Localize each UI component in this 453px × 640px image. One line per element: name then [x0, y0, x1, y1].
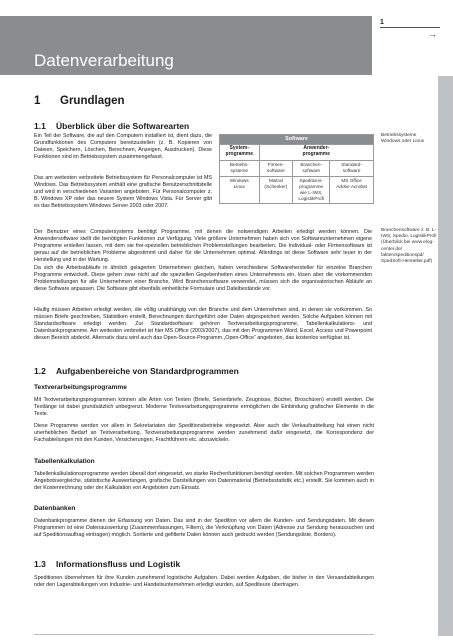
- section-number: 1.3: [34, 559, 46, 569]
- section-title: Grundlagen: [60, 95, 125, 107]
- footer-rule: [34, 634, 374, 635]
- table-cell: Mistral (Schenker): [259, 176, 293, 204]
- paragraph: Häufig müssen Arbeiten erledigt werden, die völlig unabhängig von der Branche und dem Unternehmen sind, in denen sie vorkommen. So müssen Briefe geschrieben, Statistiken erstellt, Berechnungen durchgeführt oder Daten abgespeichert werden. Solche Aufgaben können mit Standardsoftware erledigt werden. Zur Standardsoftware gehören Textverarbeitungsprogramme, Tabellenkalkulations- und Datenbankprogramme. Am weitesten verbreitet ist hier MS Office (2003/2007), das mit den Programmen Word, Excel, Access und Powerpoint diesen Bereich abdeckt. Alternativ dazu wird auch das Open-Source-Programm „Open-Office“ angeboten, das kostenlos verfügbar ist.: [34, 307, 372, 342]
- section-number: 1.2: [34, 366, 46, 376]
- subheading: Textverarbeitungsprogramme: [34, 384, 127, 391]
- chapter-rule: [380, 27, 440, 28]
- paragraph: Speditionen übernehmen für ihre Kunden zunehmend logistische Aufgaben. Dabei werden Aufgaben, die bisher in den Versandabteilungen oder den Lagerabteilungen von Industrie- und Handelsunternehmen erledigt wurden, auf Spediteure übertragen.: [34, 575, 374, 589]
- software-table: [219, 134, 374, 204]
- paragraph: Diese Programme werden vor allem in Sekretariaten der Speditionsbetriebe eingesetzt. Aber auch die Verkaufsabteilung hat einen nicht unerheblichen Bedarf an Textverarbeitung. Textverarbeitungsprogramme werden zunehmend dafür eingesetzt, die Korrespondenz der Fachabteilungen mit den Kunden, Versicherungen, Frachtführern etc. abzuwickeln.: [34, 423, 374, 444]
- section-heading-1-2: [34, 366, 239, 376]
- arrow-right-icon: →: [428, 29, 437, 39]
- chapter-banner: [0, 16, 372, 75]
- margin-note: Betriebssysteme Windows oder Linux: [381, 133, 425, 145]
- section-title: Überblick über die Softwarearten: [56, 121, 190, 131]
- paragraph: Datenbankprogramme dienen der Erfassung von Daten. Das sind in der Spedition vor allem die Kunden- und Sendungsdaten. Mit diesen Programmen ist eine Datenauswertung (Zusammenfassungen, Filtern), die Verknüpfung von Daten (Adresse zur Sendung heraussuchen und auf Speditionsauftrag eintragen) möglich. Sortierte und gefilterte Daten können auch gedruckt werden (Sendungsliste, Bordero).: [34, 518, 374, 539]
- paragraph: Tabellenkalkulationsprogramme werden überall dort eingesetzt, wo starke Rechenfunktionen benötigt werden. Mit solchen Programmen werden Angebotsvergleiche, statistische Auswertungen, grafische Darstellungen von Datenmaterial (Betriebsstatistik etc.) erstellt. Sie kommen auch in der Kostenrechnung oder der Kalkulation von Angeboten zum Einsatz.: [34, 471, 374, 492]
- section-title: Aufgabenbereiche von Standardprogrammen: [56, 366, 239, 376]
- paragraph: Mit Textverarbeitungsprogrammen können alle Arten von Texten (Briefe, Serienbriefe, Zeugnisse, Bücher, Broschüren) erstellt werden. Die Textlänge ist dabei grundsätzlich unbegrenzt. Moderne Textverarbeitungsprogramme ermöglichen die Einbindung grafischer Elemente in die Texte.: [34, 397, 374, 418]
- subheading: Tabellenkalkulation: [34, 458, 95, 465]
- section-number: 1.1: [34, 121, 46, 131]
- paragraph: Der Benutzer eines Computersystems benötigt Programme, mit denen die notwendigen Arbeiten erledigt werden können. Die Anwendersoftware stellt die benötigten Funktionen zur Verfügung. Viele größere Unternehmen haben sich von Softwareunternehmen eigene Programme erstellen lassen, mit dem sie frei-speziellen betrieblichen Problemstellungen bearbeiten. Die Individual- oder Firmensoftware ist genau auf die betrieblichen Probleme abgestimmt und daher für die Unternehmen optimal. Allerdings ist diese Software sehr teuer in der Herstellung und in der Wartung.: [34, 229, 372, 264]
- chapter-number: 1: [380, 19, 384, 26]
- table-cell: Firmen- software: [259, 160, 293, 176]
- table-cell: Standard- software: [330, 160, 374, 176]
- section-number: 1: [34, 95, 41, 107]
- table-cell: Windows Linux: [220, 176, 260, 204]
- table-cell: Branchen- software: [293, 160, 330, 176]
- table-cell: Speditions- programme wie L-IWS, LogistikProfi: [293, 176, 330, 204]
- table-col-anwender: Anwender- programme: [259, 144, 373, 160]
- paragraph: Das am weitesten verbreitete Betriebssystem für Personalcomputer ist MS Windows. Das Betriebssystem enthält eine grafische Benutzerschnittstelle und wird in verschiedenen Varianten angeboten. Für Personalcomputer z. B. Windows XP oder das neuere System Windows Vista. Für Server gibt es das Betriebssystem Windows Server 2003 oder 2007.: [34, 175, 212, 210]
- margin-note: Branchensoftware z. B. L-IWS, Spedio, LogistikProfi (Überblick bei www.elog-center.de/ fakten/speditionspd/ SpedSoft-Hersteller.pdf): [381, 228, 437, 265]
- section-title: Informationsfluss und Logistik: [56, 559, 181, 569]
- margin-strip: [438, 76, 453, 636]
- table-col-system: System- programme: [220, 144, 260, 160]
- paragraph: Da sich die Arbeitsabläufe in ähnlich gelagerten Unternehmen gleichen, haben verschiedene Softwarehersteller für einzelne Branchen Programme entwickelt. Diese gehen zwar nicht auf die speziellen Gegebenheiten eines Unternehmens ein, lösen aber die vorkommenden Problemstellungen für alle Unternehmen einer Branche. Wird Branchensoftware verwendet, müssen sich die organisatorischen Abläufe an diese Software anpassen. Die Software gibt ebenfalls einheitliche Formulare und Dateibestände vor.: [34, 265, 372, 293]
- table-cell: MS Office Adobe Acrobat: [330, 176, 374, 204]
- subheading: Datenbanken: [34, 505, 76, 512]
- section-heading-1-1: [34, 121, 189, 131]
- paragraph: Ein Teil der Software, die auf den Computern installiert ist, dient dazu, die Grundfunktionen des Computers bereitzustellen (z. B. Kopieren von Dateien, Speichern, Löschen, Berechnen, Anzeigen, Ausdrucken). Diese Funktionen sind im Betriebssystem zusammengefasst.: [34, 133, 212, 161]
- banner-title: Datenverarbeitung: [34, 51, 174, 70]
- table-header: Software: [220, 135, 374, 145]
- table-cell: Betriebs- systeme: [220, 160, 260, 176]
- section-heading-1: [34, 95, 125, 107]
- section-heading-1-3: [34, 559, 180, 569]
